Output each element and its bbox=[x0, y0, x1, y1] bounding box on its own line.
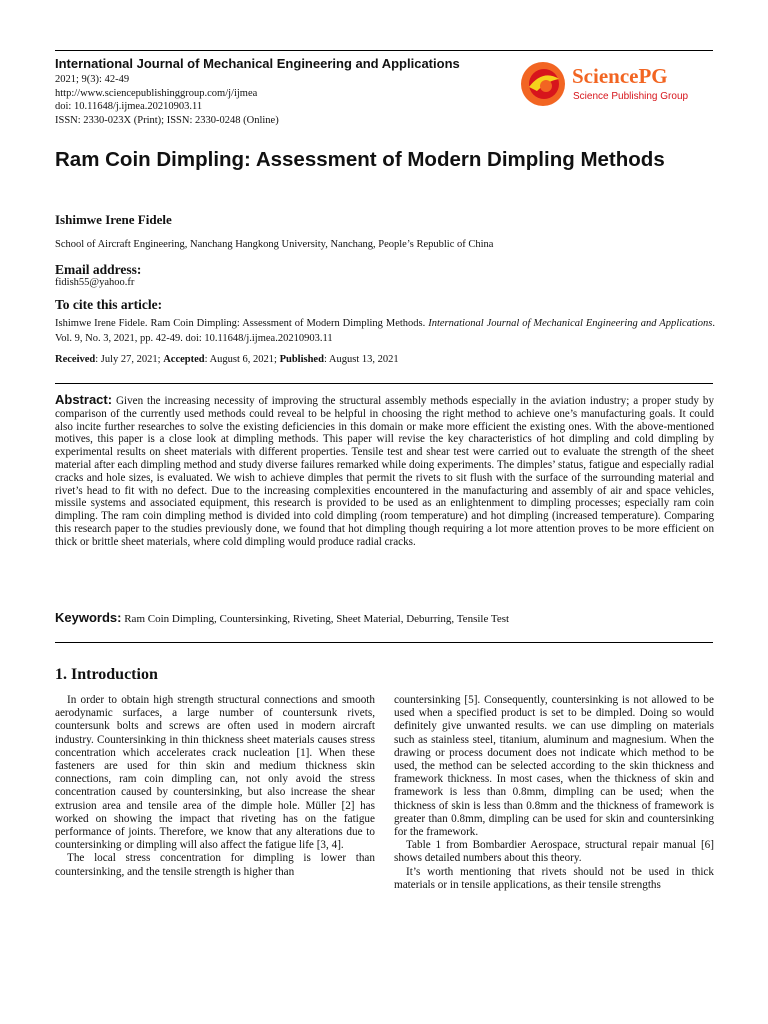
divider-bottom bbox=[55, 642, 713, 643]
citation-plain: Ishimwe Irene Fidele. Ram Coin Dimpling: Assessment of Modern Dimpling Methods. bbox=[55, 318, 429, 329]
accepted-label: Accepted bbox=[163, 354, 205, 365]
journal-title: International Journal of Mechanical Engineering and Applications bbox=[55, 56, 460, 71]
divider-top bbox=[55, 383, 713, 384]
logo-tagline: Science Publishing Group bbox=[573, 91, 689, 102]
citation-journal: International Journal of Mechanical Engineering and Applications bbox=[428, 318, 713, 329]
article-dates bbox=[55, 354, 399, 365]
paragraph: It’s worth mentioning that rivets should not be used in thick materials or in tensile applications, as their tensile strengths bbox=[394, 865, 714, 891]
keywords-label: Keywords: bbox=[55, 610, 122, 625]
author-name: Ishimwe Irene Fidele bbox=[55, 212, 172, 227]
received-date: : July 27, 2021; bbox=[95, 354, 164, 365]
keywords bbox=[55, 610, 714, 625]
journal-doi: doi: 10.11648/j.ijmea.20210903.11 bbox=[55, 101, 203, 112]
citation-text bbox=[55, 316, 715, 346]
abstract-text: Given the increasing necessity of improving the structural assembly methods especially in the aviation industry; a proper study by comparison of the currently used methods could reveal to be helpful in choosing the right method to achieve one’s manufacturing goals. It could also incite further researches to solve the existing deficiencies in this domain or make more efficient the existing ones. With the above-mentioned motives, this paper is a close look at dimpling methods. This paper will revise the key characteristics of hot dimpling and cold dimpling by experimental results on sheet materials with different properties. Tensile test and shear test were carried out to evaluate the strength of the sheet material after each dimpling method and study diverse failures remarked while doing experiments. The dimples’ status, fatigue and especially radial cracks and hole sizes, is evaluated. We wish to achieve dimples that permit the rivets to sit flush with the surface of the surrounding material and rivet’s head to fit with no defect. Due to the increasing complexities encountered in the manufacturing and assembly of air and space vehicles, missile systems and associated equipment, this research is provided to be used as an enlightenment to dimpling processes; especially ram coin dimpling. The ram coin dimpling method is divided into cold dimpling (room temperature) and hot dimpling (increased temperature). Comparing this research paper to the studies previously done, we found that hot dimpling though requiring a lot more attention proves to be more efficient on thick or brittle sheet materials, where cold dimpling would produce radial cracks. bbox=[55, 395, 714, 548]
sciencepg-logo bbox=[517, 59, 717, 109]
logo-name: SciencePG bbox=[572, 64, 668, 88]
accepted-date: : August 6, 2021; bbox=[204, 354, 280, 365]
citation-tail: . Vol. 9, No. 3, 2021, pp. 42-49. doi: 10.11648/j.ijmea.20210903.11 bbox=[55, 318, 715, 344]
section-heading: 1. Introduction bbox=[55, 666, 158, 683]
volume-line: 2021; 9(3): 42-49 bbox=[55, 74, 130, 85]
journal-url[interactable]: http://www.sciencepublishinggroup.com/j/ijmea bbox=[55, 87, 258, 99]
paragraph: The local stress concentration for dimpling is lower than countersinking, and the tensile strength is higher than bbox=[55, 852, 375, 878]
paragraph: In order to obtain high strength structural connections and smooth aerodynamic surfaces, a large number of countersunk rivets, countersunk bolts and screws are often used in modern aircraft industry. Countersinking in thin thickness sheet materials causes stress concentration which accelerates crack nucleation [1]. When these fasteners are used for thin skin and medium thickness skin connections, ram coin dimpling can, not only avoid the stress concentration caused by countersinking, but also increase the shear extrusion area and tensile area of the dimple hole. Müller [2] has worked on showing the impact that riveting has on the fatigue performance of joints. Therefore, we know that any alterations due to countersinking or dimpling will also affect the fatigue life [3, 4]. bbox=[55, 694, 375, 852]
keywords-text: Ram Coin Dimpling, Countersinking, Riveting, Sheet Material, Deburring, Tensile Test bbox=[124, 613, 510, 625]
author-affiliation: School of Aircraft Engineering, Nanchang Hangkong University, Nanchang, People’s Republic of China bbox=[55, 239, 494, 250]
article-title: Ram Coin Dimpling: Assessment of Modern Dimpling Methods bbox=[55, 148, 665, 171]
received-label: Received bbox=[55, 354, 96, 365]
abstract bbox=[55, 394, 714, 549]
body-column-right bbox=[394, 694, 714, 892]
abstract-label: Abstract: bbox=[55, 392, 113, 407]
email-address[interactable]: fidish55@yahoo.fr bbox=[55, 277, 135, 288]
published-label: Published bbox=[279, 354, 324, 365]
journal-meta bbox=[55, 73, 279, 127]
journal-header bbox=[55, 50, 713, 126]
paragraph: Table 1 from Bombardier Aerospace, structural repair manual [6] shows detailed numbers about this theory. bbox=[394, 839, 714, 865]
paragraph: countersinking [5]. Consequently, countersinking is not allowed to be used when a specified product is set to be dimpled. Doing so would definitely give unwanted results. we can use dimpling on materials such as stainless steel, titanium, aluminum and magnesium. When the drawing or process document does not indicate which method to be used, the method can be selected according to the skin thickness and framework thickness. In most cases, when the thickness of skin and framework is less than 0.8mm, dimpling can be used; when the thickness of skin is less than 0.8mm and the thickness of framework is greater than 0.8mm, dimpling can be used for skin and countersinking for the framework. bbox=[394, 694, 714, 839]
email-heading: Email address: bbox=[55, 262, 142, 277]
published-date: : August 13, 2021 bbox=[323, 354, 399, 365]
journal-issn: ISSN: 2330-023X (Print); ISSN: 2330-0248 (Online) bbox=[55, 114, 279, 126]
cite-heading: To cite this article: bbox=[55, 297, 163, 312]
body-column-left bbox=[55, 694, 375, 879]
